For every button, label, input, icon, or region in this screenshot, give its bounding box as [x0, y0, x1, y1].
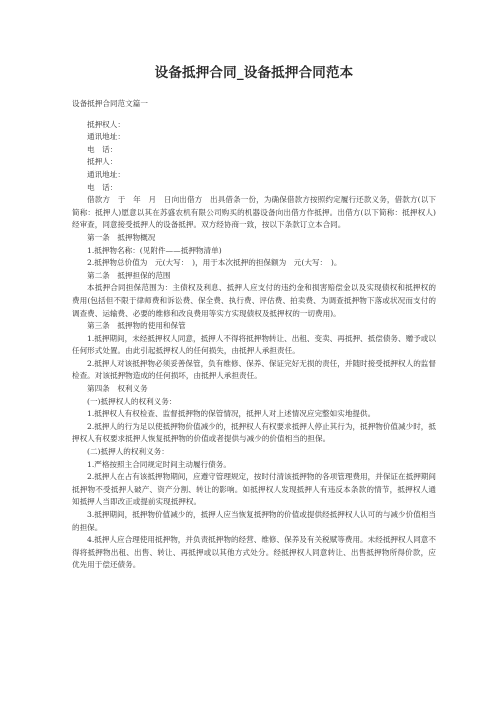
paragraph: 借款方 于 年 月 日向出借方 出具借条一份，为确保借款方按照约定履行还款义务，借款方(以下简称：抵押人)愿意以其在苏盛农机有限公司购买的机器设备向出借方作抵押。出借方(以下简称：抵押权人)经审查，同意接受抵押人的设备抵押。双方经协商一致，按以下条款订立本合同。 [72, 195, 436, 230]
paragraph: 抵押权人： [87, 119, 125, 129]
paragraph: 通讯地址： [87, 132, 125, 142]
paragraph: 1.抵押物名称：(见附件——抵押物清单) [87, 245, 222, 255]
paragraph: 1.严格按照主合同规定时间主动履行债务。 [87, 459, 231, 469]
paragraph: 2.抵押人对该抵押物必须妥善保管，负有维修、保养、保证完好无损的责任，并随时接受抵押权人的监督检查。对该抵押物造成的任何损坏，由抵押人承担责任。 [72, 358, 436, 381]
document-subtitle: 设备抵押合同范文篇一 [72, 99, 148, 108]
paragraph: 第一条 抵押物概况 [87, 232, 156, 242]
paragraph: 2.抵押人在占有该抵押物期间，应遵守管理规定，按时付清该抵押物的各项管理费用，并保证在抵押期间抵押物不受抵押人破产、资产分割、转让的影响。如抵押权人发现抵押人有违反本条款的情节，抵押权人通知抵押人当即改正或提前实现抵押权。 [72, 472, 436, 507]
paragraph: (二)抵押人的权利义务： [87, 447, 169, 457]
document-title: 设备抵押合同_设备抵押合同范本 [154, 65, 354, 81]
paragraph: 电 话： [87, 182, 118, 192]
paragraph: 4.抵押人应合理使用抵押物，并负责抵押物的经营、维修、保养及有关税赋等费用。未经抵押权人同意不得将抵押物出租、出售、转让、再抵押或以其他方式处分。经抵押权人同意转让、出售抵押物所得价款，应优先用于偿还债务。 [72, 535, 436, 570]
paragraph: (一)抵押权人的权利义务： [87, 396, 177, 406]
paragraph: 3.抵押期间，抵押物价值减少的，抵押人应当恢复抵押物的价值或提供经抵押权人认可的与减少价值相当的担保。 [72, 510, 436, 532]
paragraph: 第二条 抵押担保的范围 [87, 270, 171, 280]
document-body [72, 119, 436, 572]
paragraph: 电 话： [87, 144, 118, 154]
paragraph: 第四条 权利义务 [87, 384, 148, 394]
paragraph: 1.抵押权人有权检查、监督抵押物的保管情况，抵押人对上述情况应完整如实地提供。 [87, 409, 376, 419]
paragraph: 1.抵押期间，未经抵押权人同意，抵押人不得将抵押物转让、出租、变卖、再抵押、抵偿债务、赠予或以任何形式处置。由此引起抵押权人的任何损失，由抵押人承担责任。 [72, 333, 436, 356]
paragraph: 第三条 抵押物的使用和保管 [87, 321, 186, 331]
paragraph: 2.抵押物总价值为 元(大写： )，用于本次抵押的担保额为 元(大写： )。 [87, 258, 342, 268]
paragraph: 2.抵押人的行为足以使抵押物价值减少的，抵押权人有权要求抵押人停止其行为，抵押物价值减少时，抵押权人有权要求抵押人恢复抵押物的价值或者提供与减少的价值相当的担保。 [72, 421, 436, 444]
paragraph: 通讯地址： [87, 169, 125, 179]
paragraph: 抵押人： [87, 157, 118, 167]
paragraph: 本抵押合同担保范围为：主债权及利息、抵押人应支付的违约金和损害赔偿金以及实现债权和抵押权的费用(包括但不限于律师费和诉讼费、保全费、执行费、评估费、拍卖费、为调查抵押物下落或状况而支付的调查费、运输费、必要的维修和改良费用等实方实现债权及抵押权的一切费用)。 [72, 283, 436, 318]
